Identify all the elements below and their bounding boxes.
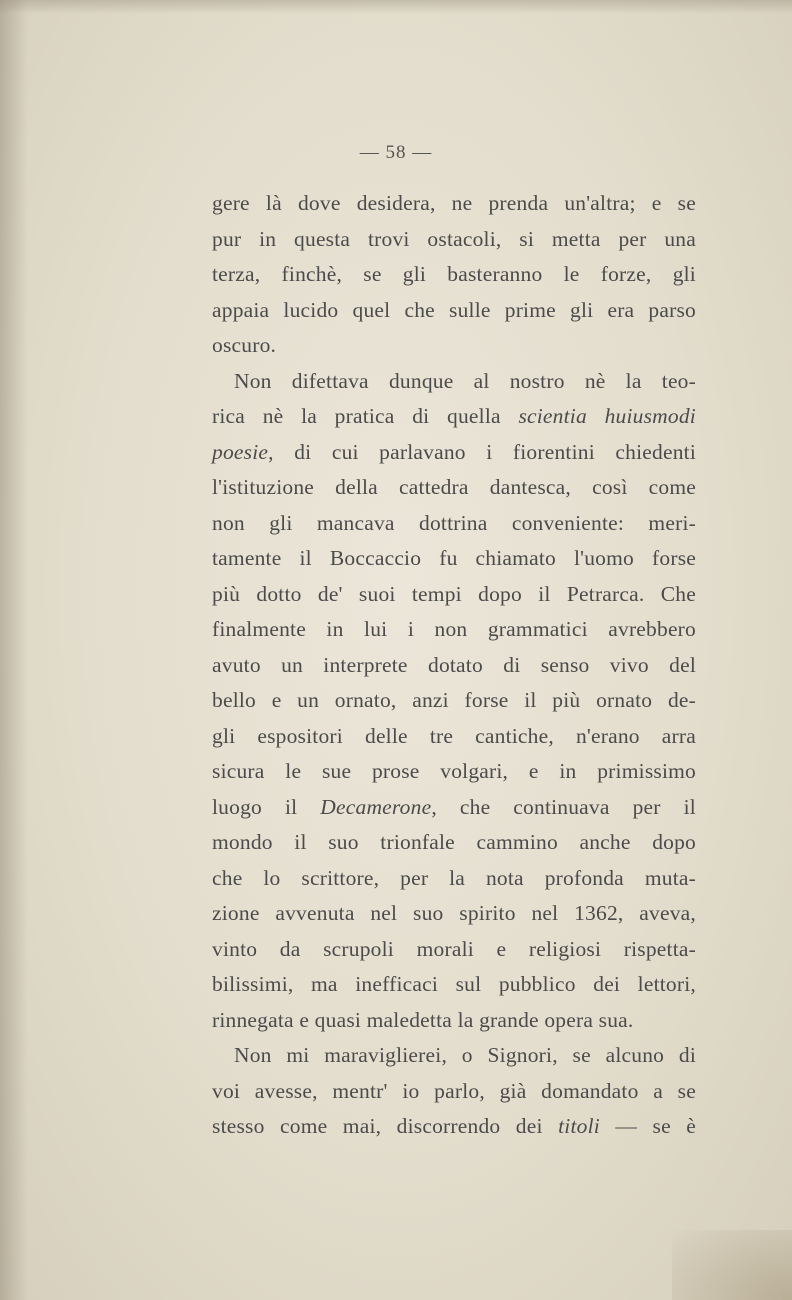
page-number: — 58 — [359, 142, 433, 163]
italic-word: titoli [558, 1114, 600, 1138]
text-line: non gli mancava dottrina conveniente: meri- [212, 510, 696, 535]
text-line: pur in questa trovi ostacoli, si metta per una [212, 226, 696, 251]
page-stain [672, 1230, 792, 1300]
text-line: rica nè la pratica di quella scientia huiusmodi [212, 404, 696, 428]
text-line: bilissimi, ma inefficaci sul pubblico dei lettori, [212, 972, 696, 996]
text-line: voi avesse, mentr' io parlo, già domandato a se [212, 1078, 696, 1103]
text-line: gli espositori delle tre cantiche, n'erano arra [212, 723, 696, 748]
text-line: più dotto de' suoi tempi dopo il Petrarca. Che [212, 581, 696, 606]
paragraph-start-line: Non mi maraviglierei, o Signori, se alcuno di [234, 1043, 696, 1067]
text-line: avuto un interprete dotato di senso vivo del [212, 652, 696, 677]
text-line: rinnegata e quasi maledetta la grande opera sua. [212, 1007, 634, 1032]
text-line: luogo il Decamerone, che continuava per il [212, 794, 696, 819]
text-line: oscuro. [212, 333, 277, 357]
text-line: l'istituzione della cattedra dantesca, così come [212, 475, 696, 499]
text-line: vinto da scrupoli morali e religiosi rispetta- [212, 936, 696, 961]
text-line: poesie, di cui parlavano i fiorentini chiedenti [212, 439, 696, 464]
text-line: appaia lucido quel che sulle prime gli era parso [212, 297, 696, 322]
italic-phrase: poesie [212, 439, 269, 464]
text-line: stesso come mai, discorrendo dei titoli — se è [212, 1114, 696, 1138]
page-gutter-shadow [0, 0, 28, 1300]
text-line: tamente il Boccaccio fu chiamato l'uomo forse [212, 546, 696, 570]
italic-title: Decamerone [320, 794, 432, 819]
page-top-edge [0, 0, 792, 14]
text-line: zione avvenuta nel suo spirito nel 1362, aveva, [212, 901, 696, 925]
text-line: sicura le sue prose volgari, e in primissimo [212, 759, 696, 783]
paragraph-start-line: Non difettava dunque al nostro nè la teo- [234, 368, 696, 393]
text-line: gere là dove desidera, ne prenda un'altra; e se [212, 191, 696, 215]
text-line: finalmente in lui i non grammatici avrebbero [212, 617, 696, 641]
text-line: mondo il suo trionfale cammino anche dopo [212, 830, 696, 854]
text-line: terza, finchè, se gli basteranno le forze, gli [212, 262, 696, 286]
text-line: che lo scrittore, per la nota profonda muta- [212, 865, 696, 890]
body-text [212, 186, 696, 1145]
italic-phrase: scientia huiusmodi [518, 404, 696, 428]
text-line: bello e un ornato, anzi forse il più ornato de- [212, 688, 696, 712]
